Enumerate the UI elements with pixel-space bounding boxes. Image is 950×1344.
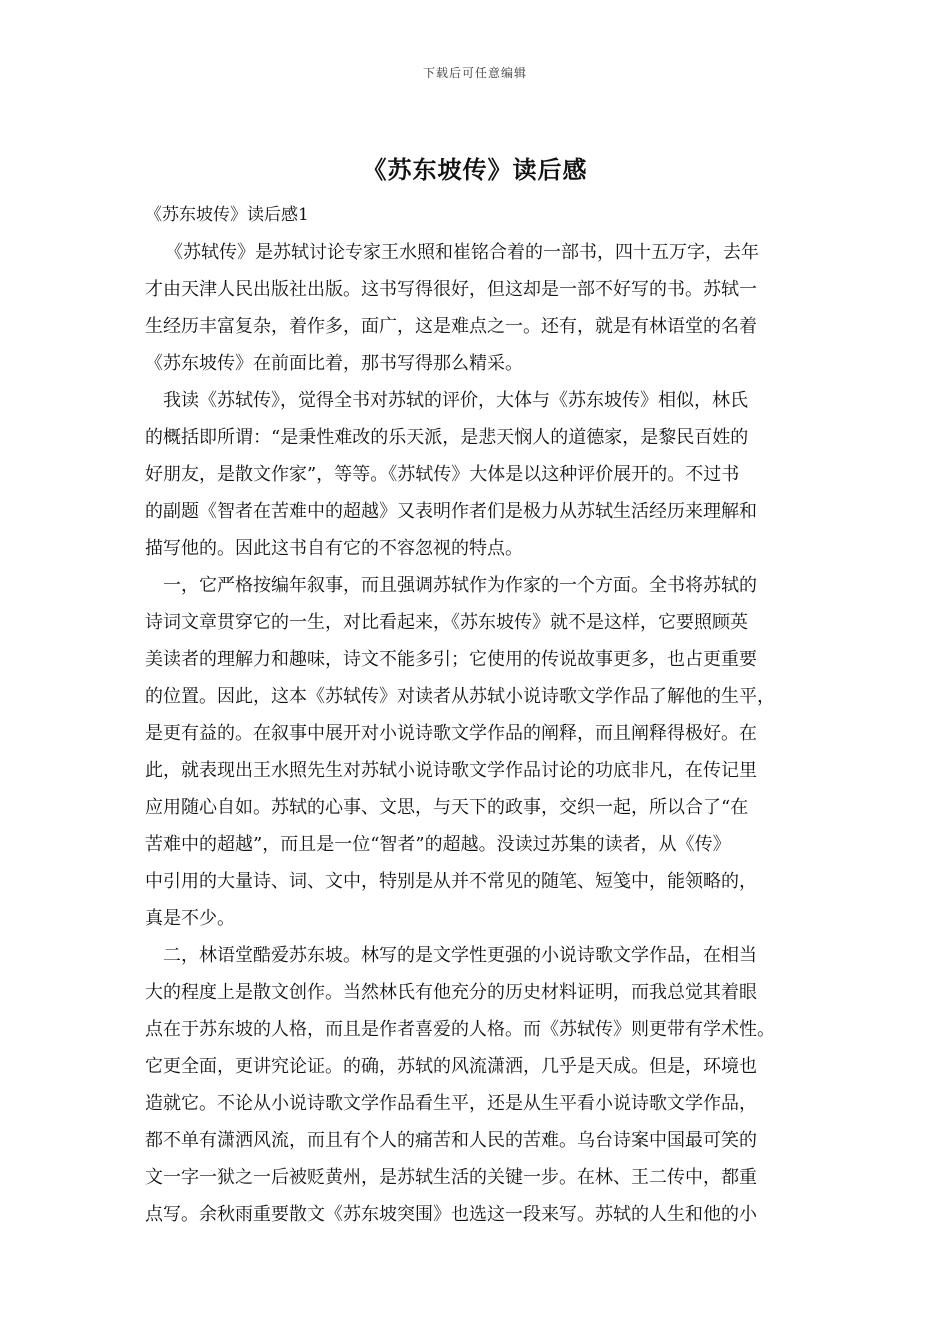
text-line: 生经历丰富复杂，着作多，面广，这是难点之一。还有，就是有林语堂的名着 <box>145 316 757 337</box>
text-line: 苦难中的超越”，而且是一位“智者”的超越。没读过苏集的读者，从《传》 <box>145 834 731 855</box>
text-line: 的概括即所谓：“是秉性难改的乐天派，是悲天悯人的道德家，是黎民百姓的 <box>145 427 749 448</box>
text-line: 此，就表现出王水照先生对苏轼小说诗歌文学作品讨论的功底非凡，在传记里 <box>145 760 757 781</box>
text-line: 才由天津人民出版社出版。这书写得很好，但这却是一部不好写的书。苏轼一 <box>145 279 757 300</box>
essay-subtitle: 《苏东坡传》读后感1 <box>145 205 309 225</box>
text-line: 《苏东坡传》在前面比着，那书写得那么精采。 <box>145 353 523 374</box>
text-line: 点写。余秋雨重要散文《苏东坡突围》也选这一段来写。苏轼的人生和他的小 <box>145 1204 757 1225</box>
text-line: 真是不少。 <box>145 908 235 929</box>
text-line: 造就它。不论从小说诗歌文学作品看生平，还是从生平看小说诗歌文学作品， <box>145 1093 757 1114</box>
text-line: 诗词文章贯穿它的一生，对比看起来，《苏东坡传》就不是这样，它要照顾英 <box>145 612 748 633</box>
text-line: 是更有益的。在叙事中展开对小说诗歌文学作品的阐释，而且阐释得极好。在 <box>145 723 757 744</box>
text-line: 的副题《智者在苦难中的超越》又表明作者们是极力从苏轼生活经历来理解和 <box>145 501 757 522</box>
text-line: 中引用的大量诗、词、文中，特别是从并不常见的随笔、短笺中，能领略的， <box>145 871 757 892</box>
body-text <box>145 197 825 1233</box>
document-title: 《苏东坡传》读后感 <box>362 155 588 184</box>
text-line: 的位置。因此，这本《苏轼传》对读者从苏轼小说诗歌文学作品了解他的生平， <box>145 686 775 707</box>
text-line: 文一字一狱之一后被贬黄州，是苏轼生活的关键一步。在林、王二传中，都重 <box>145 1167 757 1188</box>
text-line: 二，林语堂酷爱苏东坡。林写的是文学性更强的小说诗歌文学作品，在相当 <box>163 945 757 966</box>
text-line: 应用随心自如。苏轼的心事、文思，与天下的政事，交织一起，所以合了“在 <box>145 797 749 818</box>
text-line: 一，它严格按编年叙事，而且强调苏轼作为作家的一个方面。全书将苏轼的 <box>163 575 757 596</box>
text-line: 美读者的理解力和趣味，诗文不能多引；它使用的传说故事更多，也占更重要 <box>145 649 757 670</box>
text-line: 描写他的。因此这书自有它的不容忽视的特点。 <box>145 538 523 559</box>
text-line: 《苏轼传》是苏轼讨论专家王水照和崔铭合着的一部书，四十五万字，去年 <box>165 242 759 263</box>
header-note: 下载后可任意编辑 <box>422 66 527 80</box>
text-line: 好朋友，是散文作家”，等等。《苏轼传》大体是以这种评价展开的。不过书 <box>145 464 740 485</box>
text-line: 我读《苏轼传》，觉得全书对苏轼的评价，大体与《苏东坡传》相似，林氏 <box>163 390 748 411</box>
text-line: 点在于苏东坡的人格，而且是作者喜爱的人格。而《苏轼传》则更带有学术性。 <box>145 1019 775 1040</box>
text-line: 它更全面，更讲究论证。的确，苏轼的风流潇洒，几乎是天成。但是，环境也 <box>145 1056 757 1077</box>
text-line: 大的程度上是散文创作。当然林氏有他充分的历史材料证明，而我总觉其着眼 <box>145 982 757 1003</box>
text-line: 都不单有潇洒风流，而且有个人的痛苦和人民的苦难。乌台诗案中国最可笑的 <box>145 1130 757 1151</box>
